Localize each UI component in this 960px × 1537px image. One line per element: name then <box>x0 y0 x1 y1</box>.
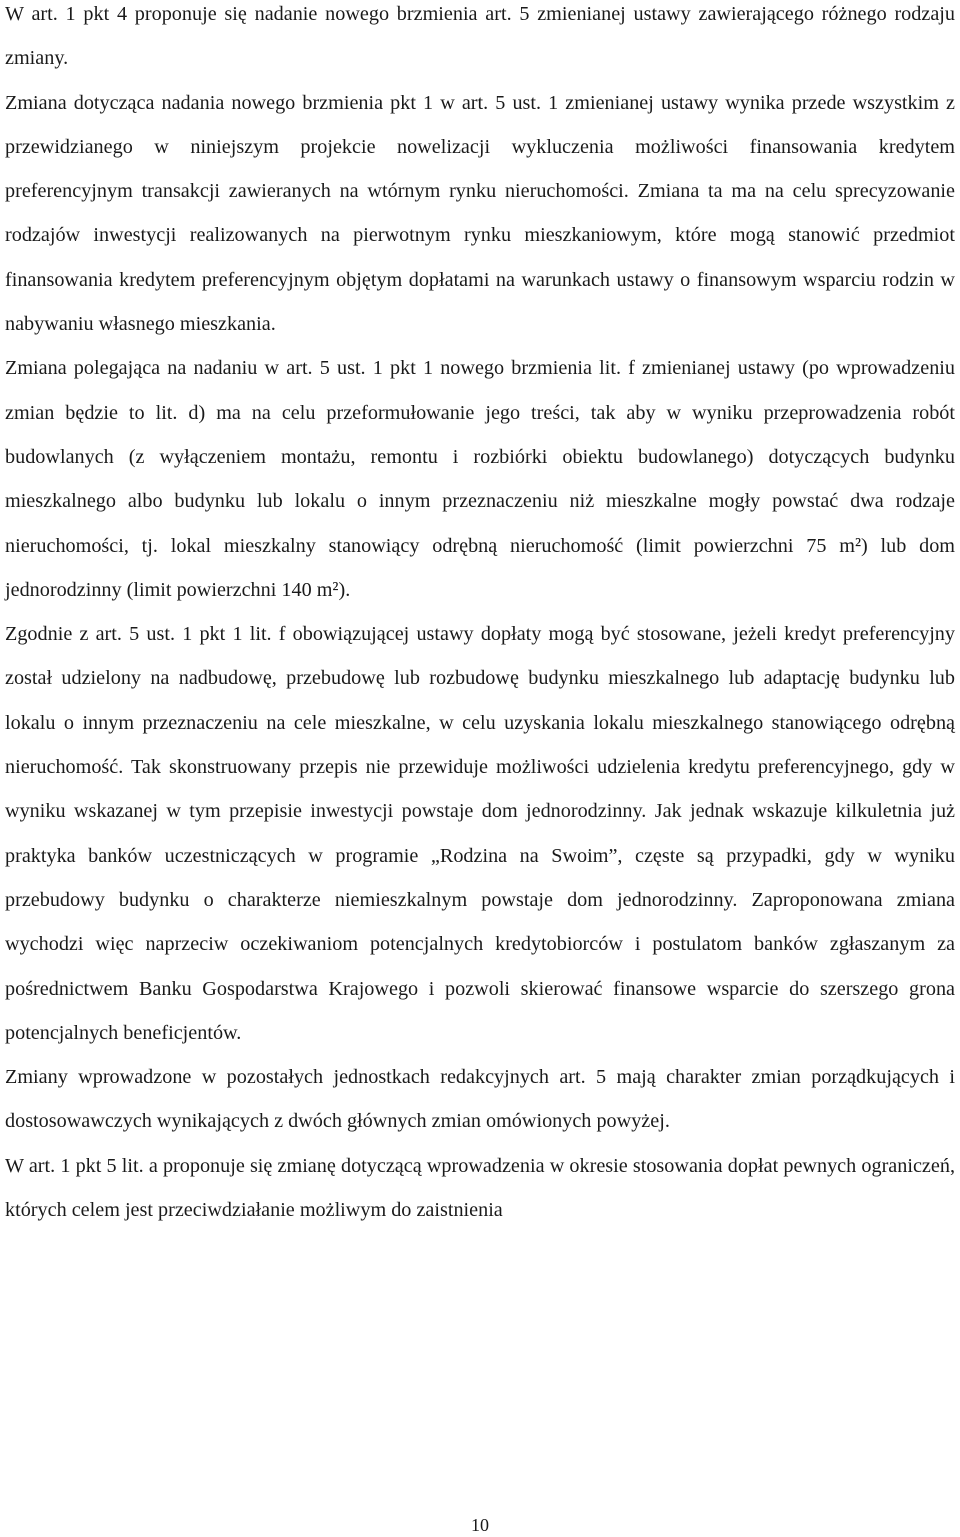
paragraph-4: Zgodnie z art. 5 ust. 1 pkt 1 lit. f obowiązującej ustawy dopłaty mogą być stosowane, jeżeli kredyt preferencyjny został udzielony na nadbudowę, przebudowę lub rozbudowę budynku mieszkalnego lub adaptację budynku lub lokalu o innym przeznaczeniu na cele mieszkalne, w celu uzyskania lokalu mieszkalnego stanowiącego odrębną nieruchomość. Tak skonstruowany przepis nie przewiduje możliwości udzielenia kredytu preferencyjnego, gdy w wyniku wskazanej w tym przepisie inwestycji powstaje dom jednorodzinny. Jak jednak wskazuje kilkuletnia już praktyka banków uczestniczących w programie „Rodzina na Swoim”, częste są przypadki, gdy w wyniku przebudowy budynku o charakterze niemieszkalnym powstaje dom jednorodzinny. Zaproponowana zmiana wychodzi więc naprzeciw oczekiwaniom potencjalnych kredytobiorców i postulatom banków zgłaszanym za pośrednictwem Banku Gospodarstwa Krajowego i pozwoli skierować finansowe wsparcie do szerszego grona potencjalnych beneficjentów. <box>5 623 955 1044</box>
paragraph-1: W art. 1 pkt 4 proponuje się nadanie nowego brzmienia art. 5 zmienianej ustawy zawierającego różnego rodzaju zmiany. <box>5 3 955 70</box>
paragraph-5: Zmiany wprowadzone w pozostałych jednostkach redakcyjnych art. 5 mają charakter zmian porządkujących i dostosowawczych wynikających z dwóch głównych zmian omówionych powyżej. <box>5 1066 955 1133</box>
paragraph-2: Zmiana dotycząca nadania nowego brzmienia pkt 1 w art. 5 ust. 1 zmienianej ustawy wynika przede wszystkim z przewidzianego w niniejszym projekcie nowelizacji wykluczenia możliwości finansowania kredytem preferencyjnym transakcji zawieranych na wtórnym rynku nieruchomości. Zmiana ta ma na celu sprecyzowanie rodzajów inwestycji realizowanych na pierwotnym rynku mieszkaniowym, które mogą stanowić przedmiot finansowania kredytem preferencyjnym objętym dopłatami na warunkach ustawy o finansowym wsparciu rodzin w nabywaniu własnego mieszkania. <box>5 91 955 336</box>
paragraph-6: W art. 1 pkt 5 lit. a proponuje się zmianę dotyczącą wprowadzenia w okresie stosowania dopłat pewnych ograniczeń, których celem jest przeciwdziałanie możliwym do zaistnienia <box>5 1154 955 1222</box>
paragraph-3: Zmiana polegająca na nadaniu w art. 5 ust. 1 pkt 1 nowego brzmienia lit. f zmienianej ustawy (po wprowadzeniu zmian będzie to lit. d) ma na celu przeformułowanie jego treści, tak aby w wyniku przeprowadzenia robót budowlanych (z wyłączeniem montażu, remontu i rozbiórki obiektu budowlanego) dotyczących budynku mieszkalnego albo budynku lub lokalu o innym przeznaczeniu niż mieszkalne mogły powstać dwa rodzaje nieruchomości, tj. lokal mieszkalny stanowiący odrębną nieruchomość (limit powierzchni 75 m²) lub dom jednorodzinny (limit powierzchni 140 m²). <box>5 357 955 601</box>
page-number: 10 <box>471 1515 489 1535</box>
document-page <box>5 0 955 1232</box>
